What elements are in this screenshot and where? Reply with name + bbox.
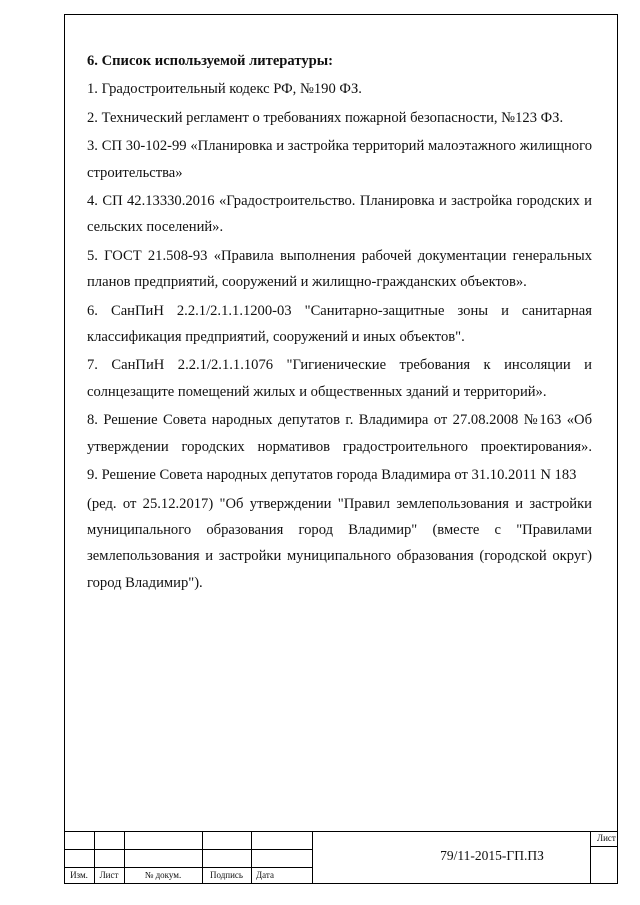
title-block [64,831,618,884]
label-izm: Изм. [70,870,88,880]
document-body [87,48,592,598]
stamp-row-line-2 [64,867,312,868]
stamp-col-line-5 [312,832,313,884]
reference-item-9: 9. Решение Совета народных депутатов города Владимира от 31.10.2011 N 183 [87,467,577,484]
reference-item-2: 2. Технический регламент о требованиях пожарной безопасности, №123 ФЗ. [87,109,564,126]
label-doc-num: № докум. [144,870,182,880]
stamp-row-line-1 [64,849,312,850]
reference-item-3: 3. СП 30-102-99 «Планировка и застройка территорий малоэтажного жилищного строительства» [87,138,592,181]
reference-item-4: 4. СП 42.13330.2016 «Градостроительство. Планировка и застройка городских и сельских поселений». [87,193,592,236]
document-code: 79/11-2015-ГП.ПЗ [440,848,544,863]
reference-item-6: 6. СанПиН 2.2.1/2.1.1.1200-03 "Санитарно-защитные зоны и санитарная классификация предприятий, сооружений и иных объектов". [87,302,592,346]
reference-item-1: 1. Градостроительный кодекс РФ, №190 ФЗ. [87,81,362,98]
reference-item-5: 5. ГОСТ 21.508-93 «Правила выполнения рабочей документации генеральных планов предприятий, сооружений и жилищно-гражданских объектов». [87,247,592,291]
section-heading: 6. Список используемой литературы: [87,53,333,69]
label-signature: Подпись [209,870,244,880]
label-list: Лист [99,870,119,880]
reference-item-7: 7. СанПиН 2.2.1/2.1.1.1076 "Гигиенические требования к инсоляции и солнцезащите помещений жилых и общественных зданий и территорий». [87,357,592,400]
reference-item-9-continuation: (ред. от 25.12.2017) "Об утверждении "Правил землепользования и застройки муниципального образования город Владимир" (вместе с "Правилами землепользования и застройки муниципального образования (городской округ) город Владимир"). [87,495,592,591]
sheet-cell-line [590,846,618,847]
label-date: Дата [256,870,274,880]
sheet-label: Лист [597,833,616,843]
reference-item-8: 8. Решение Совета народных депутатов г. Владимира от 27.08.2008 №163 «Об утверждении городских нормативов градостроительного проектирования». [87,412,592,455]
